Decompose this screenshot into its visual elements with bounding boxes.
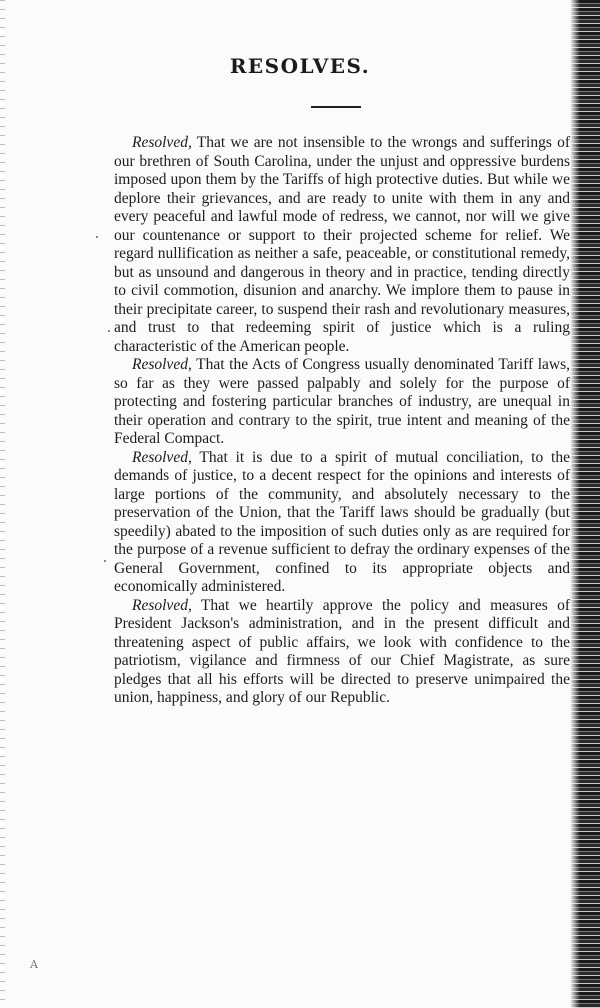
resolution-lead: Resolved,	[132, 448, 192, 466]
resolution-paragraph-3	[114, 449, 570, 597]
resolutions-body	[114, 134, 570, 708]
resolution-text: That we heartily approve the policy and measures of President Jackson's administration, and in the present difficult and threatening aspect of public affairs, we look with confidence to the patriotism, vigilance and firmness of our Chief Magistrate, as sure pledges that all his efforts will be directed to preserve unimpaired the union, happiness, and glory of our Republic.	[114, 596, 570, 706]
resolution-lead: Resolved,	[132, 596, 192, 614]
ink-speck	[104, 560, 106, 562]
binding-edge	[570, 0, 600, 1008]
left-page-edge	[0, 0, 5, 1008]
resolution-lead: Resolved,	[132, 356, 192, 373]
page-title: RESOLVES.	[229, 54, 371, 78]
resolution-paragraph-2	[114, 356, 570, 449]
resolution-text: That it is due to a spirit of mutual conciliation, to the demands of justice, to a decent respect for the opinions and interests of large portions of the community, and absolutely necessary to the preservation of the Union, that the Tariff laws should be gradually (but speedily) abated to the imposition of such duties only as are required for the purpose of a revenue sufficient to defray the ordinary expenses of the General Government, confined to its appropriate objects and economically administered.	[114, 448, 570, 595]
resolution-paragraph-4	[114, 597, 570, 708]
resolution-text: That we are not insensible to the wrongs and sufferings of our brethren of South Carolina, under the unjust and oppressive burdens imposed upon them by the Tariffs of high protective duties. But while we deplore their grievances, and are ready to unite with them in any and every peaceful and lawful mode of redress, we cannot, nor will we give our countenance or support to their projected scheme for relief. We regard nullification as neither a safe, peaceable, or constitutional remedy, but as unsound and dangerous in theory and in practice, tending directly to civil commotion, disunion and anarchy. We implore them to pause in their precipitate career, to suspend their rash and revolutionary measures, and trust to that redeeming spirit of justice which is a ruling characteristic of the American people.	[114, 134, 570, 355]
ink-speck	[108, 330, 110, 332]
resolution-paragraph-1	[114, 134, 570, 356]
ink-speck	[96, 236, 98, 238]
resolution-text: That the Acts of Congress usually denominated Tariff laws, so far as they were passed palpably and solely for the purpose of protecting and fostering particular branches of industry, are unequal in their operation and contrary to the spirit, true intent and meaning of the Federal Compact.	[114, 356, 570, 447]
resolution-lead: Resolved,	[132, 134, 192, 151]
footer-ink-mark: A	[30, 958, 38, 971]
title-rule	[311, 106, 361, 108]
